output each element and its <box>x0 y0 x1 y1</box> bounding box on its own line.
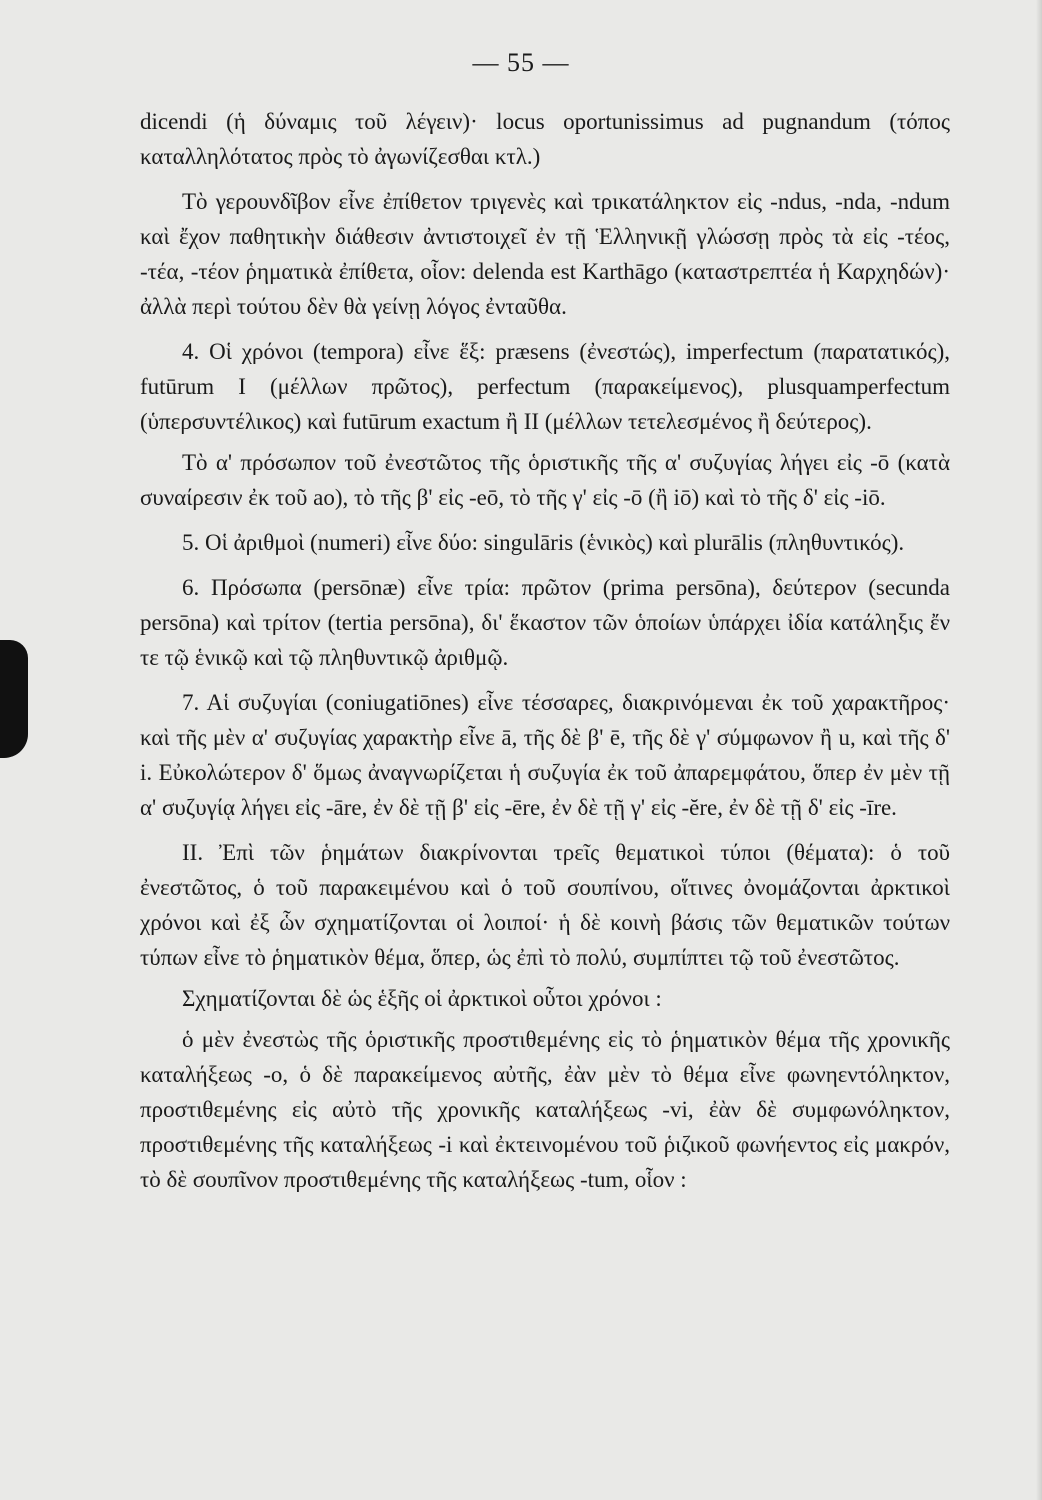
paragraph-tenses: 4. Οἱ χρόνοι (tempora) εἶνε ἕξ: præsens (ἐνεστώς), imperfectum (παρατατικός), futūrum I (μέλλων πρῶτος), perfectum (παρακείμενος), plusquamperfectum (ὑπερσυντέλικος) καὶ futūrum exactum ἢ II (μέλλων τετελεσμένος ἢ δεύτερος). <box>140 339 950 434</box>
paragraph-first-person: Τὸ α' πρόσωπον τοῦ ἐνεστῶτος τῆς ὁριστικῆς τῆς α' συζυγίας λήγει εἰς -ō (κατὰ συναίρεσιν ἐκ τοῦ ao), τὸ τῆς β' εἰς -eō, τὸ τῆς γ' εἰς -ō (ἢ iō) καὶ τὸ τῆς δ' εἰς -iō. <box>140 450 950 510</box>
page-number: — 55 — <box>472 48 570 77</box>
paragraph-persons: 6. Πρόσωπα (persōnæ) εἶνε τρία: πρῶτον (prima persōna), δεύτερον (secunda persōna) καὶ τρίτον (tertia persōna), δι' ἕκαστον τῶν ὁποίων ὑπάρχει ἰδία κατάληξις ἔν τε τῷ ἑνικῷ καὶ τῷ πληθυντικῷ ἀριθμῷ. <box>140 575 950 670</box>
paragraph-stems: II. Ἐπὶ τῶν ῥημάτων διακρίνονται τρεῖς θεματικοὶ τύποι (θέματα): ὁ τοῦ ἐνεστῶτος, ὁ τοῦ παρακειμένου καὶ ὁ τοῦ σουπίνου, οἵτινες ὀνομάζονται ἀρκτικοὶ χρόνοι καὶ ἐξ ὧν σχηματίζονται οἱ λοιποί· ἡ δὲ κοινὴ βάσις τῶν θεματικῶν τούτων τύπων εἶνε τὸ ῥηματικὸν θέμα, ὅπερ, ὡς ἐπὶ τὸ πολύ, συμπίπτει τῷ τοῦ ἐνεστῶτος. <box>140 840 950 970</box>
binding-mark <box>0 640 28 758</box>
paragraph-conjugations: 7. Αἱ συζυγίαι (coniugatiōnes) εἶνε τέσσαρες, διακρινόμεναι ἐκ τοῦ χαρακτῆρος· καὶ τῆς μὲν α' συζυγίας χαρακτὴρ εἶνε ā, τῆς δὲ β' ē, τῆς δὲ γ' σύμφωνον ἢ u, καὶ τῆς δ' i. Εὐκολώτερον δ' ὅμως ἀναγνωρίζεται ἡ συζυγία ἐκ τοῦ ἀπαρεμφάτου, ὅπερ ἐν μὲν τῇ α' συζυγίᾳ λήγει εἰς -āre, ἐν δὲ τῇ β' εἰς -ēre, ἐν δὲ τῇ γ' εἰς -ĕre, ἐν δὲ τῇ δ' εἰς -īre. <box>140 690 950 820</box>
paragraph-formation: ὁ μὲν ἐνεστὼς τῆς ὁριστικῆς προστιθεμένης εἰς τὸ ῥηματικὸν θέμα τῆς χρονικῆς καταλήξεως -o, ὁ δὲ παρακείμενος αὐτῆς, ἐὰν μὲν τὸ θέμα εἶνε φωνηεντόληκτον, προστιθεμένης εἰς αὐτὸ τῆς χρονικῆς καταλήξεως -vi, ἐὰν δὲ συμφωνόληκτον, προστιθεμένης τῆς καταλήξεως -i καὶ ἐκτεινομένου τοῦ ῥιζικοῦ φωνήεντος εἰς μακρόν, τὸ δὲ σουπῖνον προστιθεμένης τῆς καταλήξεως -tum, οἷον : <box>140 1027 950 1192</box>
paragraph-numbers: 5. Οἱ ἀριθμοὶ (numeri) εἶνε δύο: singulāris (ἑνικὸς) καὶ plurālis (πληθυντικός). <box>182 530 905 555</box>
paragraph-formation-intro: Σχηματίζονται δὲ ὡς ἑξῆς οἱ ἀρκτικοὶ οὗτοι χρόνοι : <box>182 986 662 1011</box>
paragraph-dicendi: dicendi (ἡ δύναμις τοῦ λέγειν)· locus oportunissimus ad pugnandum (τόπος καταλληλότατος πρὸς τὸ ἀγωνίζεσθαι κτλ.) <box>140 109 950 169</box>
page-edge-shadow <box>1036 0 1042 1500</box>
paragraph-gerundive: Τὸ γερουνδῖβον εἶνε ἐπίθετον τριγενὲς καὶ τρικατάληκτον εἰς -ndus, -nda, -ndum καὶ ἔχον παθητικὴν διάθεσιν ἀντιστοιχεῖ ἐν τῇ Ἑλληνικῇ γλώσσῃ πρὸς τὰ εἰς -τέος, -τέα, -τέον ῥηματικὰ ἐπίθετα, οἷον: delenda est Karthāgo (καταστρεπτέα ἡ Καρχηδών)· ἀλλὰ περὶ τούτου δὲν θὰ γείνῃ λόγος ἐνταῦθα. <box>140 189 950 319</box>
page-body <box>140 104 950 1197</box>
